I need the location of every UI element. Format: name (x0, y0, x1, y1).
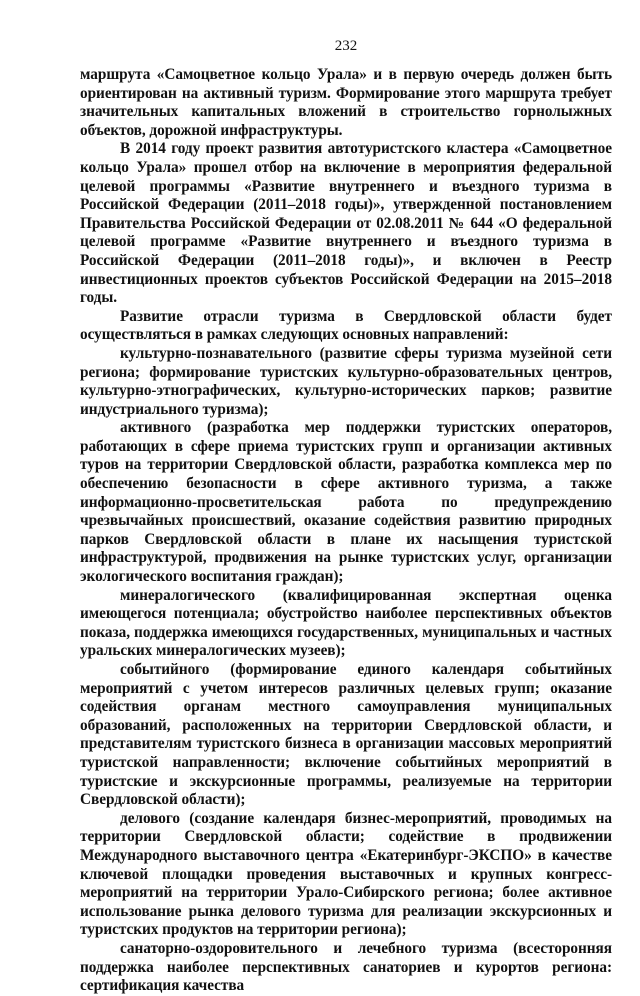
paragraph: В 2014 году проект развития автотуристского кластера «Самоцветное кольцо Урала» прошел отбор на включение в мероприятия федеральной целевой программы «Развитие внутреннего и въездного туризма в Российской Федерации (2011–2018 годы)», утвержденной постановлением Правительства Российской Федерации от 02.08.2011 № 644 «О федеральной целевой программе «Развитие внутреннего и въездного туризма в Российской Федерации (2011–2018 годы)», и включен в Реестр инвестиционных проектов субъектов Российской Федерации на 2015–2018 годы. (80, 140, 612, 307)
page-number: 232 (334, 38, 358, 54)
paragraph: активного (разработка мер поддержки туристских операторов, работающих в сфере приема туристских групп и организации активных туров на территории Свердловской области, разработка комплекса мер по обеспечению безопасности в сфере активного туризма, а также информационно-просветительская работа по предупреждению чрезвычайных происшествий, оказание содействия развитию природных парков Свердловской области в плане их насыщения туристской инфраструктурой, продвижения на рынке туристских услуг, организации экологического воспитания граждан); (80, 419, 612, 586)
paragraph: культурно-познавательного (развитие сферы туризма музейной сети региона; формирование туристских культурно-образовательных центров, культурно-этнографических, культурно-исторических парков; развитие индустриального туризма); (80, 344, 612, 418)
paragraph: событийного (формирование единого календаря событийных мероприятий с учетом интересов различных целевых групп; оказание содействия органам местного самоуправления муниципальных образований, расположенных на территории Свердловской области, и представителям туристского бизнеса в организации массовых мероприятий туристской направленности; включение событийных мероприятий в туристские и экскурсионные программы, реализуемые на территории Свердловской области); (80, 661, 612, 809)
paragraph: минералогического (квалифицированная экспертная оценка имеющегося потенциала; обустройство наиболее перспективных объектов показа, поддержка имеющихся государственных, муниципальных и частных уральских минералогических музеев); (80, 586, 612, 660)
paragraph: санаторно-оздоровительного и лечебного туризма (всесторонняя поддержка наиболее перспективных санаториев и курортов региона: сертификация качества (80, 939, 612, 995)
paragraph: маршрута «Самоцветное кольцо Урала» и в первую очередь должен быть ориентирован на активный туризм. Формирование этого маршрута требует значительных капитальных вложений в строительство горнолыжных объектов, дорожной инфраструктуры. (80, 66, 612, 139)
paragraph: Развитие отрасли туризма в Свердловской области будет осуществляться в рамках следующих основных направлений: (80, 307, 612, 344)
paragraph: делового (создание календаря бизнес-мероприятий, проводимых на территории Свердловской области; содействие в продвижении Международного выставочного центра «Екатеринбург-ЭКСПО» в качестве ключевой площадки проведения выставочных и крупных конгресс-мероприятий на территории Урало-Сибирского региона; более активное использование рынка делового туризма для реализации экскурсионных и туристских продуктов на территории региона); (80, 809, 612, 939)
document-body (80, 66, 612, 996)
